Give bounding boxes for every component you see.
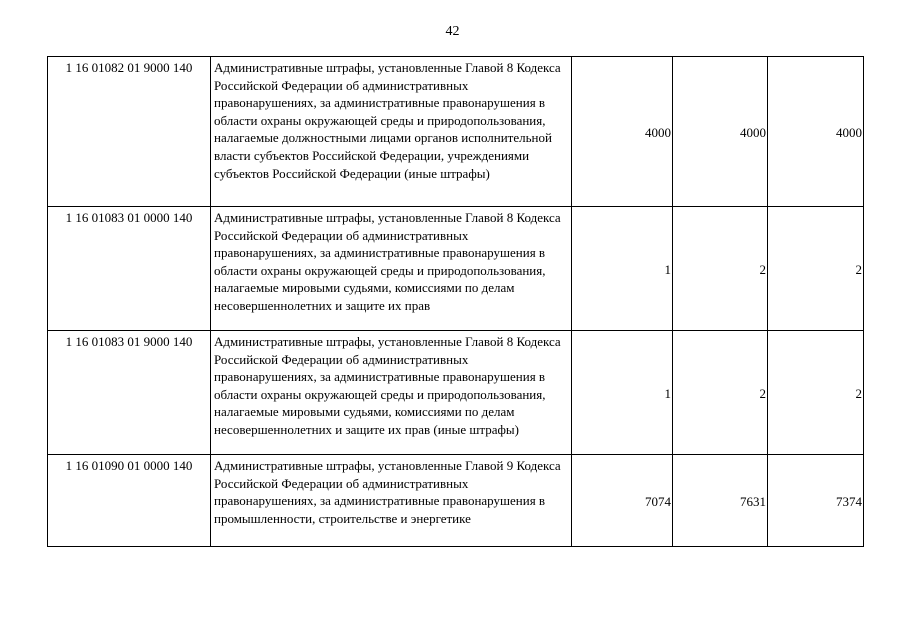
amount-year-3: 4000: [768, 57, 864, 207]
revenue-description: Административные штрафы, установленные Главой 8 Кодекса Российской Федерации об административных правонарушениях, за административные правонарушения в области охраны окружающей среды и природопользования, налагаемые мировыми судьями, комиссиями по делам несовершеннолетних и защите их прав: [211, 207, 572, 331]
amount-year-1: 1: [572, 207, 673, 331]
budget-classification-code: 1 16 01083 01 0000 140: [48, 207, 211, 331]
table-row: [48, 455, 864, 547]
amount-year-2: 2: [673, 207, 768, 331]
amount-year-3: 2: [768, 331, 864, 455]
budget-classification-code: 1 16 01090 01 0000 140: [48, 455, 211, 547]
table-row: [48, 331, 864, 455]
budget-classification-code: 1 16 01082 01 9000 140: [48, 57, 211, 207]
revenue-description: Административные штрафы, установленные Главой 8 Кодекса Российской Федерации об административных правонарушениях, за административные правонарушения в области охраны окружающей среды и природопользования, налагаемые мировыми судьями, комиссиями по делам несовершеннолетних и защите их прав (иные штрафы): [211, 331, 572, 455]
amount-year-1: 4000: [572, 57, 673, 207]
amount-year-2: 4000: [673, 57, 768, 207]
page-number: 42: [445, 24, 460, 39]
revenue-description: Административные штрафы, установленные Главой 8 Кодекса Российской Федерации об административных правонарушениях, за административные правонарушения в области охраны окружающей среды и природопользования, налагаемые должностными лицами органов исполнительной власти субъектов Российской Федерации, учреждениями субъектов Российской Федерации (иные штрафы): [211, 57, 572, 207]
table-row: [48, 207, 864, 331]
amount-year-2: 2: [673, 331, 768, 455]
table-row: [48, 57, 864, 207]
revenue-description: Административные штрафы, установленные Главой 9 Кодекса Российской Федерации об административных правонарушениях, за административные правонарушения в промышленности, строительстве и энергетике: [211, 455, 572, 547]
amount-year-1: 1: [572, 331, 673, 455]
amount-year-3: 7374: [768, 455, 864, 547]
budget-classification-code: 1 16 01083 01 9000 140: [48, 331, 211, 455]
budget-revenue-table: [47, 56, 864, 547]
amount-year-1: 7074: [572, 455, 673, 547]
amount-year-2: 7631: [673, 455, 768, 547]
amount-year-3: 2: [768, 207, 864, 331]
